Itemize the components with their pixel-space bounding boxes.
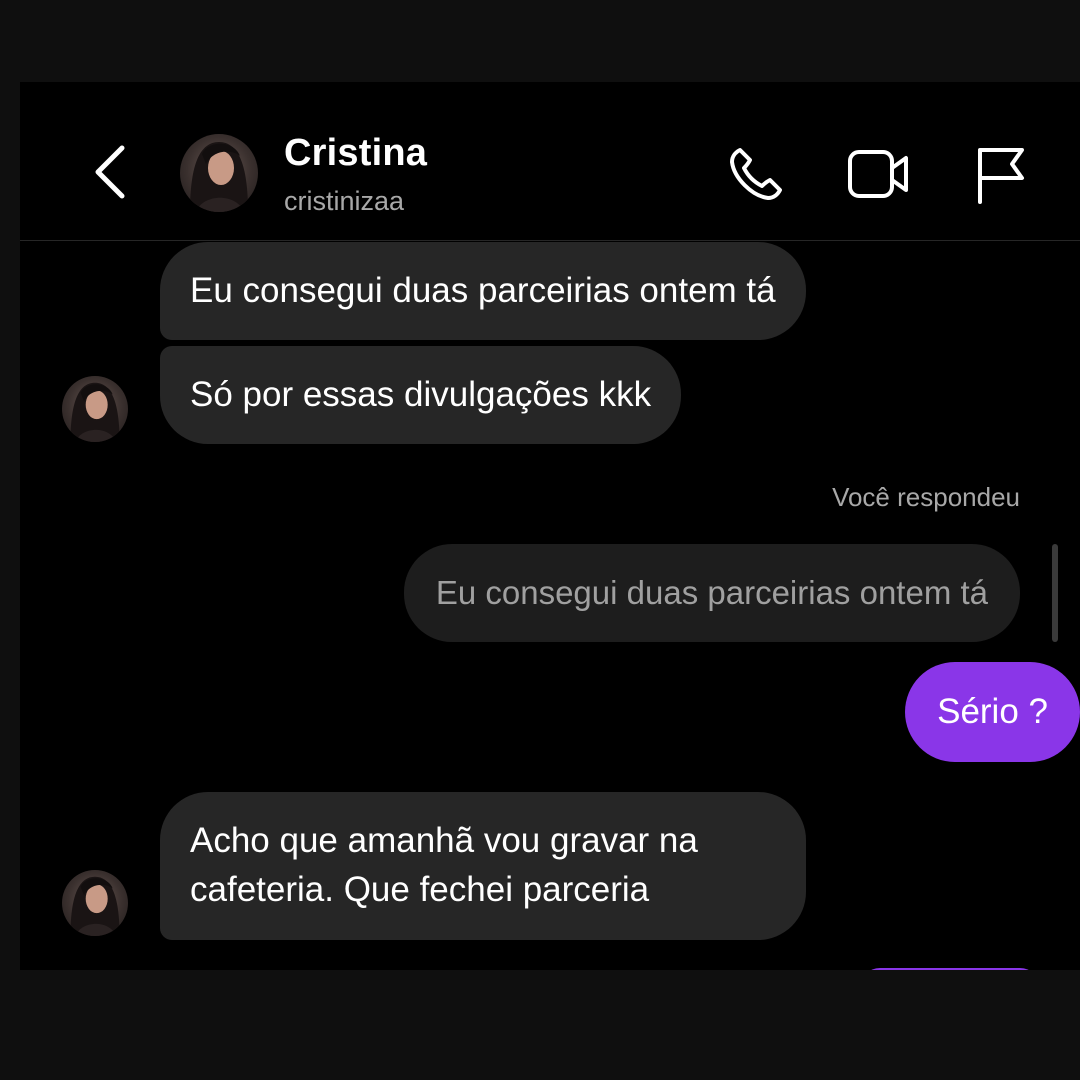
chat-header [20,82,1080,241]
contact-avatar[interactable] [180,134,258,212]
contact-name[interactable]: Cristina [284,132,428,174]
message-bubble-outgoing-partial[interactable] [860,968,1040,970]
chevron-left-icon [86,140,134,204]
quoted-message[interactable]: Eu consegui duas parceirias ontem tá [404,544,1020,642]
sender-avatar[interactable] [62,376,128,442]
report-button[interactable] [972,144,1028,204]
reply-indicator-bar [1052,544,1058,642]
message-bubble-incoming[interactable]: Eu consegui duas parceirias ontem tá [160,242,806,340]
call-button[interactable] [726,144,786,204]
message-line: Acho que amanhã vou gravar na [190,821,698,860]
chat-screen [20,82,1080,970]
video-camera-icon [846,146,910,202]
flag-icon [972,144,1028,204]
back-button[interactable] [86,140,134,204]
reply-label: Você respondeu [832,482,1020,512]
message-line: cafeteria. Que fechei parceria [190,870,650,909]
phone-icon [726,144,786,204]
message-bubble-outgoing[interactable]: Sério ? [905,662,1080,762]
contact-handle: cristinizaa [284,186,405,216]
message-bubble-incoming[interactable] [160,792,806,940]
message-bubble-incoming[interactable]: Só por essas divulgações kkk [160,346,681,444]
sender-avatar[interactable] [62,870,128,936]
video-call-button[interactable] [846,146,910,202]
